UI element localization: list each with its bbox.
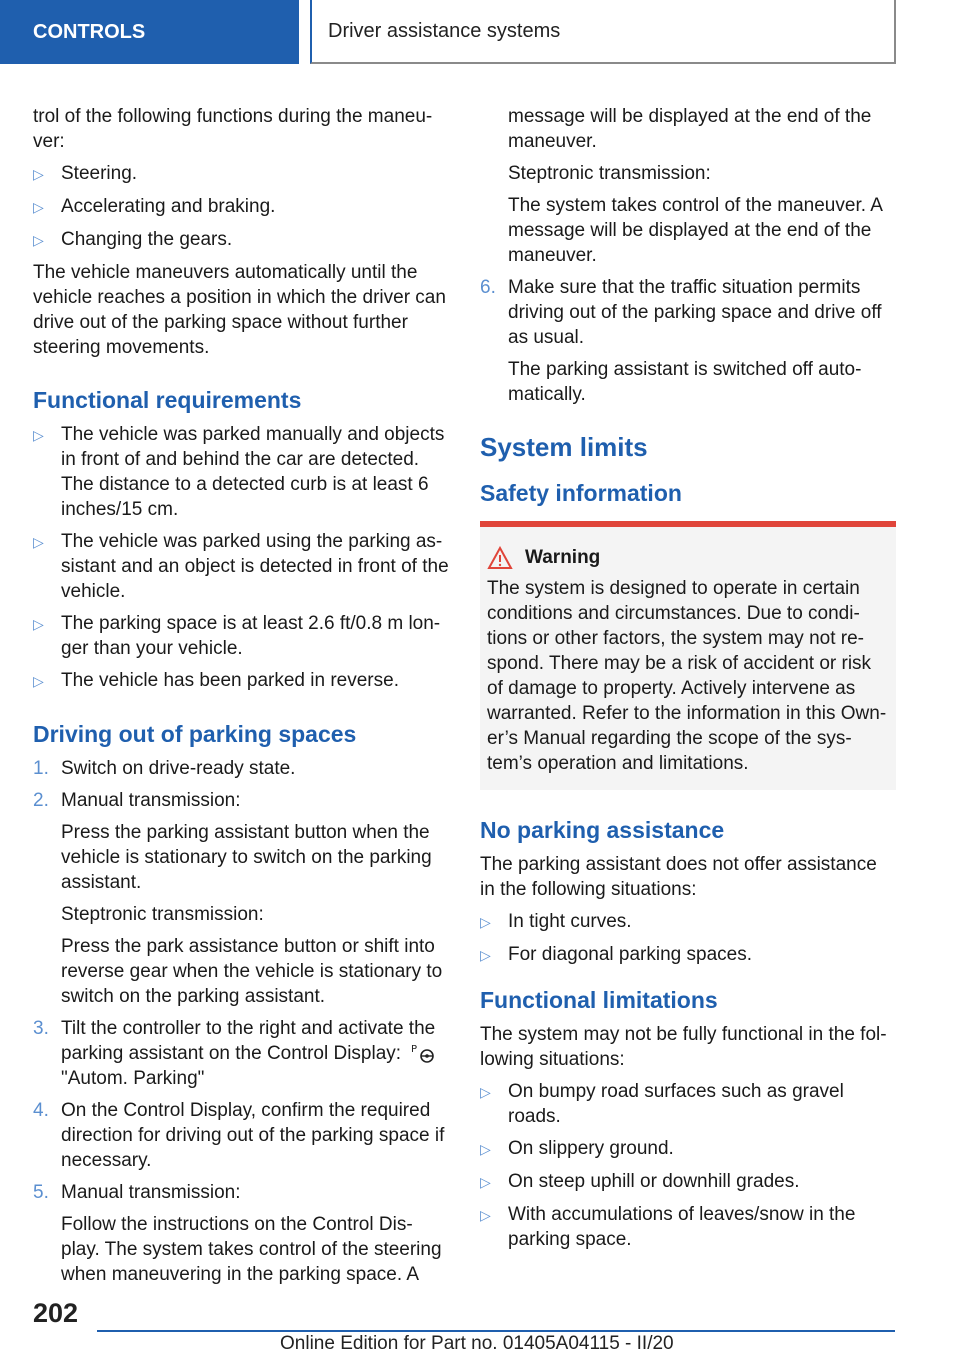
list-item: ▷ For diagonal parking spaces. — [480, 942, 896, 968]
step-detail: Press the park assistance button or shift into reverse gear when the vehicle is stationary to switch on the parking assistant. — [61, 936, 443, 1007]
right-column — [480, 104, 896, 1259]
left-column — [33, 104, 449, 1294]
paragraph: The vehicle maneuvers automatically until the vehicle reaches a position in which the driver can drive out of the parking space without further steering movements. — [33, 262, 446, 358]
list-item: ▷ With accumulations of leaves/snow in the parking space. — [480, 1204, 856, 1250]
step-item: 1. Switch on drive-ready state. — [33, 758, 296, 779]
footer-divider — [97, 1330, 895, 1332]
triangle-bullet-icon: ▷ — [480, 1141, 491, 1157]
list-item: ▷ The vehicle was parked manually and objects in front of and behind the car are detected. The distance to a detected curb is at least 6 inches/15 cm. — [33, 424, 445, 520]
triangle-bullet-icon: ▷ — [480, 1174, 491, 1190]
step-item: 6. Make sure that the traffic situation permits driving out of the parking space and drive off as usual. — [480, 277, 882, 348]
step-detail: message will be displayed at the end of the maneuver. — [508, 106, 872, 152]
step-item: 5. Manual transmission: — [33, 1182, 241, 1203]
heading-driving-out: Driving out of parking spaces — [33, 721, 357, 747]
svg-text:P: P — [411, 1044, 418, 1055]
list-item: ▷ The parking space is at least 2.6 ft/0.8 m lon‐ger than your vehicle. — [33, 613, 441, 659]
step-detail: The system takes control of the maneuver. A message will be displayed at the end of the maneuver. — [508, 195, 882, 266]
heading-functional-limitations: Functional limitations — [480, 987, 718, 1013]
paragraph: The parking assistant does not offer assistance in the following situations: — [480, 854, 877, 900]
triangle-bullet-icon: ▷ — [33, 616, 44, 632]
parking-assistant-icon — [410, 1042, 436, 1064]
heading-safety-information: Safety information — [480, 480, 682, 506]
triangle-bullet-icon: ▷ — [33, 673, 44, 689]
page-header — [0, 0, 960, 66]
edition-text: Online Edition for Part no. 01405A04115 - II/20 — [280, 1333, 674, 1354]
list-item: ▷ The vehicle has been parked in reverse. — [33, 668, 449, 694]
list-item: ▷ Changing the gears. — [33, 227, 449, 253]
triangle-bullet-icon: ▷ — [33, 166, 44, 182]
triangle-bullet-icon: ▷ — [33, 199, 44, 215]
paragraph: The system may not be fully functional in the fol‐lowing situations: — [480, 1024, 887, 1070]
step-detail: Press the parking assistant button when the vehicle is stationary to switch on the parking assistant. — [61, 822, 432, 893]
list-item: ▷ The vehicle was parked using the parking as‐sistant and an object is detected in front of the vehicle. — [33, 531, 449, 602]
page-number: 202 — [33, 1298, 79, 1328]
step-item: 3. Tilt the controller to the right and activate the parking assistant on the Control Display: P "Autom. Parking" — [33, 1018, 436, 1089]
list-item: ▷ Steering. — [33, 161, 449, 187]
triangle-bullet-icon: ▷ — [33, 232, 44, 248]
triangle-bullet-icon: ▷ — [480, 947, 491, 963]
warning-text: The system is designed to operate in certain conditions and circumstances. Due to condi‐tions or other factors, the system may not re‐spond. There may be a risk of accident or risk of damage to property. Actively intervene as warranted. Refer to the information in this Own‐er’s Manual regarding the scope of the sys‐tem’s operation and limitations. — [487, 578, 887, 774]
list-item: ▷ On steep uphill or downhill grades. — [480, 1169, 896, 1195]
list-item: ▷ Accelerating and braking. — [33, 194, 449, 220]
list-item: ▷ On bumpy road surfaces such as gravel roads. — [480, 1081, 844, 1127]
step-detail: Follow the instructions on the Control Dis‐play. The system takes control of the steering when maneuvering in the parking space. A — [61, 1214, 442, 1285]
heading-no-parking-assistance: No parking assistance — [480, 817, 725, 843]
triangle-bullet-icon: ▷ — [480, 1084, 491, 1100]
triangle-bullet-icon: ▷ — [480, 914, 491, 930]
step-item: 2. Manual transmission: — [33, 790, 241, 811]
intro-text: trol of the following functions during the maneu‐ver: — [33, 106, 433, 152]
chapter-title: Driver assistance systems — [310, 0, 896, 64]
section-tab: CONTROLS — [0, 0, 299, 64]
triangle-bullet-icon: ▷ — [33, 534, 44, 550]
warning-title: Warning — [525, 547, 601, 568]
step-detail: Steptronic transmission: — [508, 163, 711, 184]
warning-triangle-icon — [487, 546, 513, 570]
list-item: ▷ In tight curves. — [480, 909, 896, 935]
triangle-bullet-icon: ▷ — [33, 427, 44, 443]
step-item: 4. On the Control Display, confirm the required direction for driving out of the parking space if necessary. — [33, 1100, 445, 1171]
step-detail: The parking assistant is switched off auto‐matically. — [508, 359, 862, 405]
heading-functional-requirements: Functional requirements — [33, 387, 302, 413]
step-detail: Steptronic transmission: — [61, 904, 264, 925]
warning-box — [480, 521, 896, 790]
triangle-bullet-icon: ▷ — [480, 1207, 491, 1223]
heading-system-limits: System limits — [480, 432, 648, 462]
list-item: ▷ On slippery ground. — [480, 1136, 896, 1162]
